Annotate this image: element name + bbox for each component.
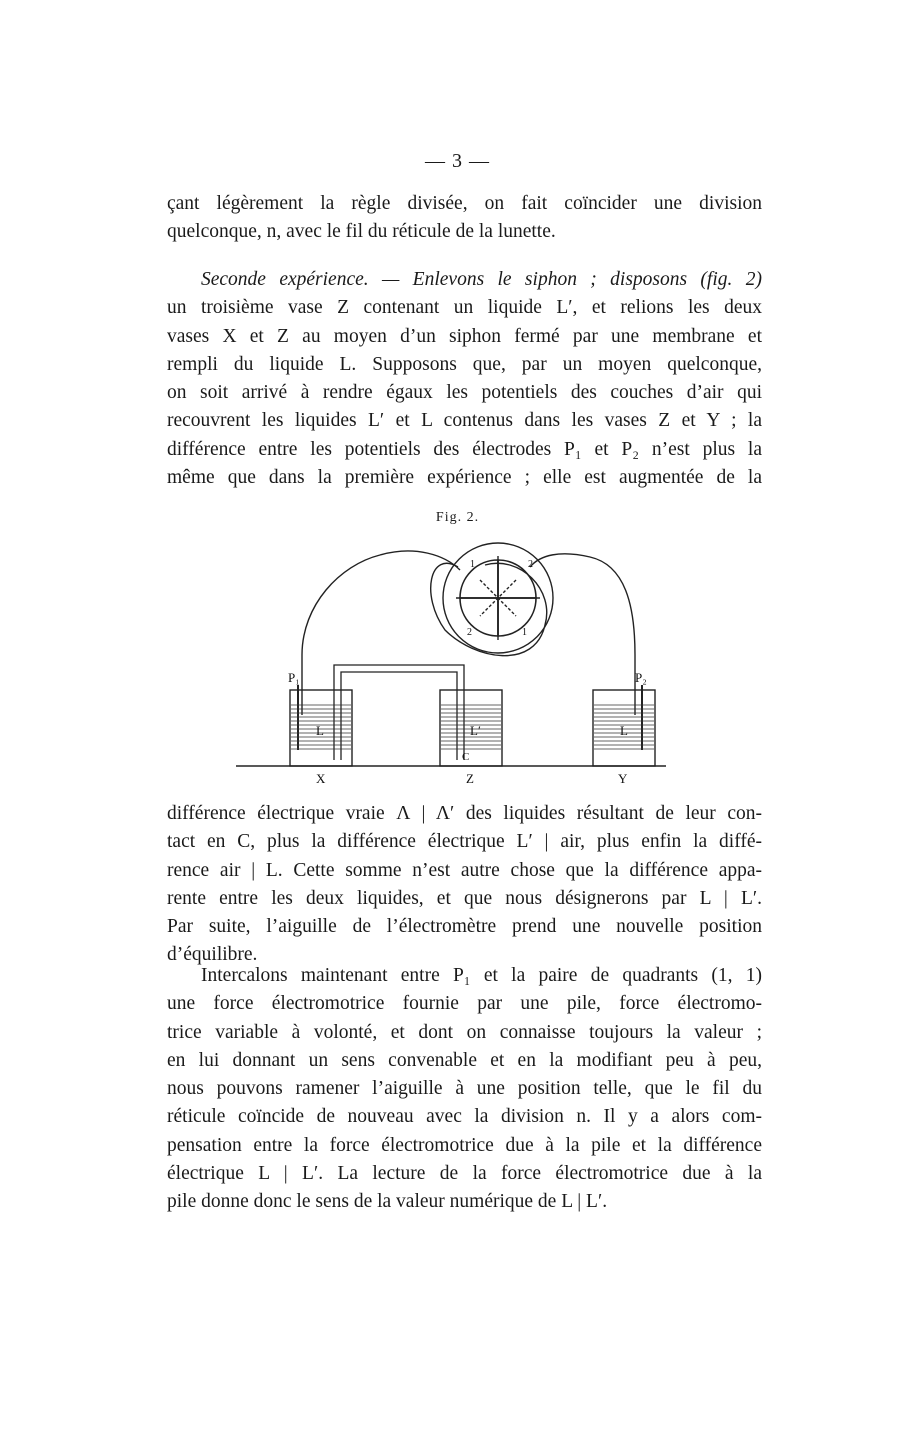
text-line: pensation entre la force électromotrice due à la pile et la différence xyxy=(167,1134,762,1156)
label-vase-y: Y xyxy=(618,771,628,785)
label-quadrant: 1 xyxy=(522,627,527,638)
label-p2: P₂ xyxy=(635,670,647,685)
paragraph-intercalons xyxy=(167,962,762,1217)
text-line: tact en C, plus la différence électrique L′ | air, plus enfin la diffé- xyxy=(167,831,762,853)
text-line: rence air | L. Cette somme n’est autre chose que la différence appa- xyxy=(167,859,762,881)
text-line: Seconde expérience. — Enlevons le siphon ; disposons (fig. 2) xyxy=(201,269,762,290)
label-liquid-x: L xyxy=(316,723,324,738)
paragraph-seconde-experience xyxy=(167,266,762,492)
page-number: — 3 — xyxy=(425,150,490,172)
label-vase-z: Z xyxy=(466,771,474,785)
quadrant xyxy=(460,598,498,636)
text-line: une force électromotrice fournie par une pile, force électromo- xyxy=(167,993,762,1015)
label-quadrant: 2 xyxy=(467,627,472,638)
text-line: pile donne donc le sens de la valeur numérique de L | L′. xyxy=(167,1191,608,1213)
label-quadrant: 1 xyxy=(470,559,475,570)
wire-p2 xyxy=(530,554,635,715)
text-line: réticule coïncide de nouveau avec la division n. Il y a alors com- xyxy=(167,1106,762,1128)
text-line: un troisième vase Z contenant un liquide L′, et relions les deux xyxy=(167,297,762,319)
figure-caption: Fig. 2. xyxy=(435,510,480,525)
text-line: différence entre les potentiels des électrodes P₁ et P₂ n’est plus la xyxy=(167,438,762,460)
text-line: en lui donnant un sens convenable et en la modifiant peu à peu, xyxy=(167,1049,762,1071)
label-p1: P₁ xyxy=(288,670,300,685)
text-line: recouvrent les liquides L′ et L contenus dans les vases Z et Y ; la xyxy=(167,410,762,432)
text-line: trice variable à volonté, et dont on connaisse toujours la valeur ; xyxy=(167,1021,762,1043)
label-contact-c: C xyxy=(462,751,470,763)
text-line: nous pouvons ramener l’aiguille à une position telle, que le fil du xyxy=(167,1078,762,1100)
label-liquid-z: L′ xyxy=(470,723,481,738)
text-line: Intercalons maintenant entre P₁ et la paire de quadrants (1, 1) xyxy=(201,965,762,986)
label-quadrant: 2 xyxy=(528,559,533,570)
text-line: électrique L | L′. La lecture de la force électromotrice due à la xyxy=(167,1163,762,1185)
quadrant xyxy=(498,598,536,636)
paragraph-continuation xyxy=(167,190,762,247)
label-vase-x: X xyxy=(316,771,326,785)
text-line: quelconque, n, avec le fil du réticule de la lunette. xyxy=(167,221,556,243)
text-line: rente entre les deux liquides, et que nous désignerons par L | L′. xyxy=(167,887,762,909)
text-line: d’équilibre. xyxy=(167,944,258,966)
text-line: vases X et Z au moyen d’un siphon fermé par une membrane et xyxy=(167,325,762,347)
text-line: rempli du liquide L. Supposons que, par un moyen quelconque, xyxy=(167,353,762,375)
text-line: on soit arrivé à rendre égaux les potentiels des couches d’air qui xyxy=(167,382,762,404)
paragraph-difference xyxy=(167,800,762,970)
text-line: différence électrique vraie Λ | Λ′ des liquides résultant de leur con- xyxy=(167,803,762,824)
text-line: çant légèrement la règle divisée, on fait coïncider une division xyxy=(167,193,762,214)
text-line: même que dans la première expérience ; elle est augmentée de la xyxy=(167,467,762,489)
figure-2-diagram xyxy=(230,535,680,785)
text-line: Par suite, l’aiguille de l’électromètre prend une nouvelle position xyxy=(167,916,762,938)
label-liquid-y: L xyxy=(620,723,628,738)
siphon xyxy=(334,665,464,760)
